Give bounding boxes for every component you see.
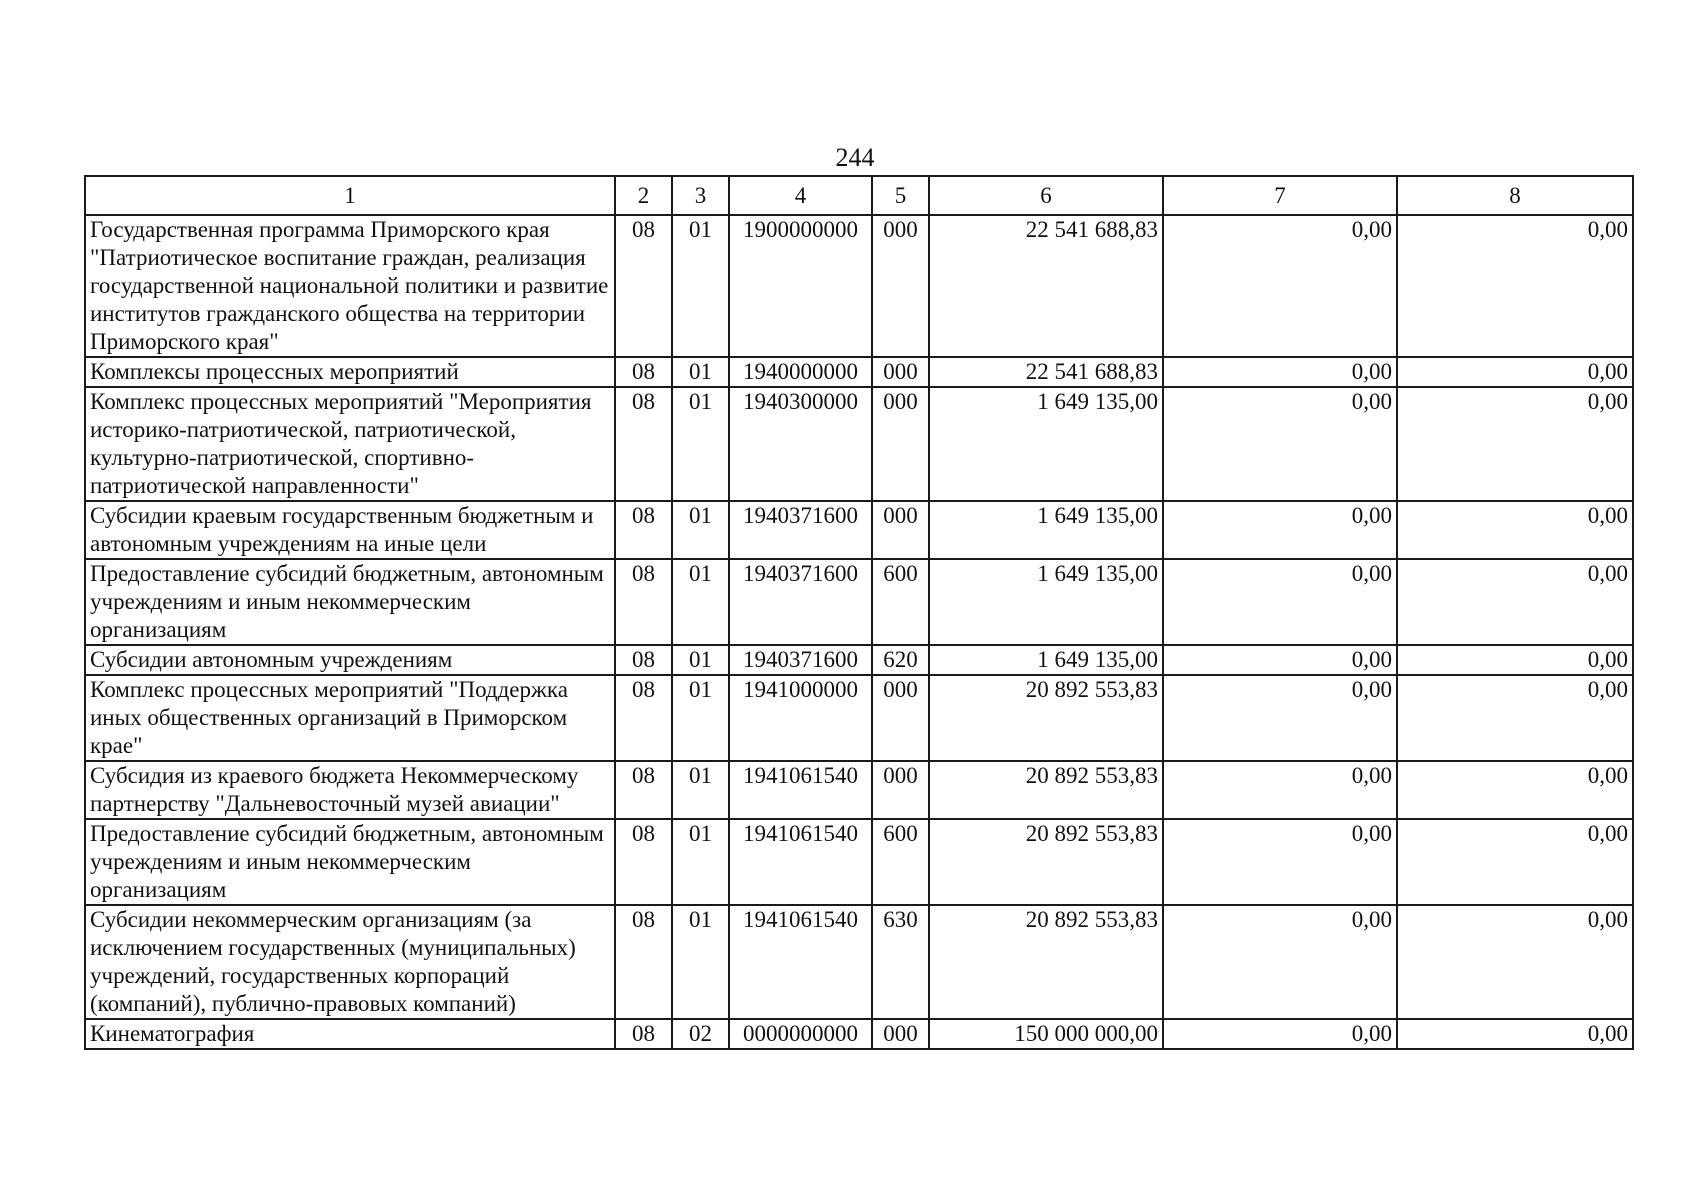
column-header-4: 4 (729, 176, 872, 215)
row-amount-8: 0,00 (1397, 819, 1633, 905)
row-amount-7: 0,00 (1163, 645, 1397, 675)
row-amount-6: 150 000 000,00 (929, 1019, 1163, 1049)
row-amount-7: 0,00 (1163, 357, 1397, 387)
column-header-7: 7 (1163, 176, 1397, 215)
row-section: 08 (615, 905, 672, 1019)
row-subsection: 01 (672, 559, 729, 645)
column-header-1: 1 (85, 176, 615, 215)
row-amount-6: 20 892 553,83 (929, 761, 1163, 819)
table-row (85, 559, 1633, 645)
row-expense-type: 000 (872, 761, 929, 819)
row-name: Кинематография (85, 1019, 615, 1049)
table-row (85, 761, 1633, 819)
table-row (85, 1019, 1633, 1049)
column-header-8: 8 (1397, 176, 1633, 215)
row-section: 08 (615, 215, 672, 357)
row-target-code: 1940300000 (729, 387, 872, 501)
row-target-code: 1940371600 (729, 501, 872, 559)
row-amount-7: 0,00 (1163, 905, 1397, 1019)
row-target-code: 1941061540 (729, 819, 872, 905)
row-target-code: 1900000000 (729, 215, 872, 357)
row-target-code: 1940000000 (729, 357, 872, 387)
row-name: Комплекс процессных мероприятий "Поддержка иных общественных организаций в Приморском крае" (85, 675, 615, 761)
row-amount-8: 0,00 (1397, 387, 1633, 501)
row-amount-7: 0,00 (1163, 761, 1397, 819)
row-subsection: 01 (672, 215, 729, 357)
row-amount-6: 1 649 135,00 (929, 559, 1163, 645)
row-amount-8: 0,00 (1397, 215, 1633, 357)
row-section: 08 (615, 357, 672, 387)
table-row (85, 215, 1633, 357)
row-name: Комплекс процессных мероприятий "Мероприятия историко-патриотической, патриотической, культурно-патриотической, спортивно-патриотической направленности" (85, 387, 615, 501)
table-row (85, 357, 1633, 387)
row-name: Субсидии некоммерческим организациям (за исключением государственных (муниципальных) учреждений, государственных корпораций (компаний), публично-правовых компаний) (85, 905, 615, 1019)
column-header-5: 5 (872, 176, 929, 215)
table-row (85, 675, 1633, 761)
row-target-code: 1941061540 (729, 761, 872, 819)
row-amount-8: 0,00 (1397, 675, 1633, 761)
budget-table (84, 175, 1634, 1050)
row-amount-8: 0,00 (1397, 559, 1633, 645)
row-amount-6: 1 649 135,00 (929, 501, 1163, 559)
row-expense-type: 000 (872, 357, 929, 387)
row-expense-type: 000 (872, 501, 929, 559)
table-row (85, 819, 1633, 905)
row-expense-type: 000 (872, 675, 929, 761)
row-name: Государственная программа Приморского края "Патриотическое воспитание граждан, реализация государственной национальной политики и развитие институтов гражданского общества на территории Приморского края" (85, 215, 615, 357)
row-target-code: 1940371600 (729, 645, 872, 675)
row-amount-6: 22 541 688,83 (929, 215, 1163, 357)
row-target-code: 1941061540 (729, 905, 872, 1019)
table-row (85, 387, 1633, 501)
row-amount-8: 0,00 (1397, 905, 1633, 1019)
row-expense-type: 000 (872, 1019, 929, 1049)
row-section: 08 (615, 819, 672, 905)
row-name: Предоставление субсидий бюджетным, автономным учреждениям и иным некоммерческим организациям (85, 819, 615, 905)
row-section: 08 (615, 387, 672, 501)
row-amount-7: 0,00 (1163, 1019, 1397, 1049)
row-amount-8: 0,00 (1397, 501, 1633, 559)
row-amount-7: 0,00 (1163, 675, 1397, 761)
row-expense-type: 630 (872, 905, 929, 1019)
row-subsection: 01 (672, 501, 729, 559)
row-subsection: 01 (672, 819, 729, 905)
row-section: 08 (615, 559, 672, 645)
row-amount-7: 0,00 (1163, 387, 1397, 501)
row-expense-type: 620 (872, 645, 929, 675)
row-amount-8: 0,00 (1397, 357, 1633, 387)
row-subsection: 01 (672, 357, 729, 387)
page-number-text: 244 (835, 143, 875, 172)
row-subsection: 01 (672, 905, 729, 1019)
row-section: 08 (615, 761, 672, 819)
row-expense-type: 000 (872, 215, 929, 357)
column-header-3: 3 (672, 176, 729, 215)
row-amount-8: 0,00 (1397, 645, 1633, 675)
page-number (0, 143, 1698, 173)
row-amount-7: 0,00 (1163, 819, 1397, 905)
row-name: Субсидия из краевого бюджета Некоммерческому партнерству "Дальневосточный музей авиации" (85, 761, 615, 819)
row-target-code: 1940371600 (729, 559, 872, 645)
row-target-code: 1941000000 (729, 675, 872, 761)
header-row (85, 176, 1633, 215)
row-section: 08 (615, 645, 672, 675)
row-subsection: 02 (672, 1019, 729, 1049)
row-expense-type: 600 (872, 819, 929, 905)
column-header-2: 2 (615, 176, 672, 215)
row-subsection: 01 (672, 387, 729, 501)
row-expense-type: 000 (872, 387, 929, 501)
row-name: Субсидии краевым государственным бюджетным и автономным учреждениям на иные цели (85, 501, 615, 559)
row-subsection: 01 (672, 761, 729, 819)
row-section: 08 (615, 675, 672, 761)
row-subsection: 01 (672, 675, 729, 761)
table-row (85, 501, 1633, 559)
row-amount-7: 0,00 (1163, 559, 1397, 645)
row-expense-type: 600 (872, 559, 929, 645)
table-row (85, 905, 1633, 1019)
row-section: 08 (615, 1019, 672, 1049)
row-amount-8: 0,00 (1397, 1019, 1633, 1049)
row-name: Комплексы процессных мероприятий (85, 357, 615, 387)
row-amount-7: 0,00 (1163, 501, 1397, 559)
row-amount-6: 20 892 553,83 (929, 905, 1163, 1019)
row-target-code: 0000000000 (729, 1019, 872, 1049)
row-amount-6: 20 892 553,83 (929, 675, 1163, 761)
row-amount-6: 1 649 135,00 (929, 387, 1163, 501)
row-amount-8: 0,00 (1397, 761, 1633, 819)
row-subsection: 01 (672, 645, 729, 675)
row-name: Субсидии автономным учреждениям (85, 645, 615, 675)
table-row (85, 645, 1633, 675)
row-name: Предоставление субсидий бюджетным, автономным учреждениям и иным некоммерческим организациям (85, 559, 615, 645)
row-amount-6: 1 649 135,00 (929, 645, 1163, 675)
row-section: 08 (615, 501, 672, 559)
row-amount-6: 20 892 553,83 (929, 819, 1163, 905)
row-amount-6: 22 541 688,83 (929, 357, 1163, 387)
row-amount-7: 0,00 (1163, 215, 1397, 357)
column-header-6: 6 (929, 176, 1163, 215)
